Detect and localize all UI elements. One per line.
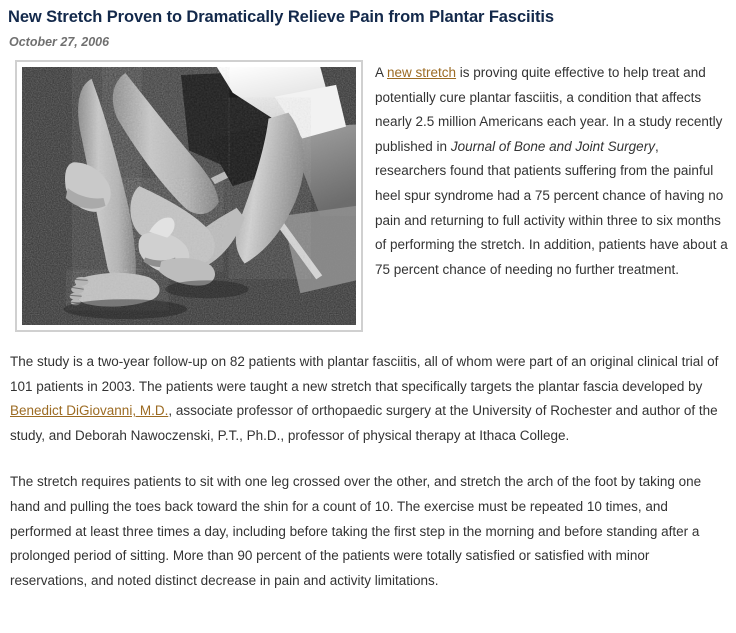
intro-after-link: is proving quite effective to help treat and potentially cure plantar fasciitis, a condition that affects nearly 2.5 million Americans each year. In a study recently published in	[375, 65, 723, 154]
intro-paragraph	[375, 61, 728, 282]
body-paragraph-2	[8, 350, 728, 448]
journal-citation: Journal of Bone and Joint Surgery	[450, 138, 655, 154]
publish-date: October 27, 2006	[9, 35, 110, 49]
stretch-photo	[22, 67, 356, 325]
intro-after-journal: , researchers found that patients suffering from the painful heel spur syndrome had a 75 percent chance of having no pain and returning to full activity within three to six months of performing the stretch. In addition, patients have about a 75 percent chance of needing no further treatment.	[375, 138, 728, 277]
intro-column	[375, 60, 728, 282]
body-paragraph-3: The stretch requires patients to sit with one leg crossed over the other, and stretch the arch of the foot by taking one hand and pulling the toes back toward the shin for a count of 10. The exercise must be repeated 10 times, and performed at least three times a day, including before taking the first step in the morning and before standing after a prolonged period of sitting. More than 90 percent of the patients were totally satisfied or satisfied with minor reservations, and noted distinct decrease in pain and activity limitations.	[10, 474, 702, 588]
intro-lead-prefix: A	[375, 65, 388, 80]
new-stretch-link[interactable]: new stretch	[387, 65, 457, 80]
paragraph2-after-link: , associate professor of orthopaedic surgery at the University of Rochester and author of the study, and Deborah Nawoczenski, P.T., Ph.D., professor of physical therapy at Ithaca College.	[10, 403, 718, 443]
lead-section	[8, 60, 728, 332]
article-figure	[15, 60, 363, 332]
page-title: New Stretch Proven to Dramatically Relieve Pain from Plantar Fasciitis	[8, 8, 554, 26]
paragraph2-before-link: The study is a two-year follow-up on 82 patients with plantar fasciitis, all of whom were part of an original clinical trial of 101 patients in 2003. The patients were taught a new stretch that specifically targets the plantar fascia developed by	[10, 354, 719, 394]
benedict-digiovanni-link[interactable]: Benedict DiGiovanni, M.D.	[10, 403, 169, 419]
